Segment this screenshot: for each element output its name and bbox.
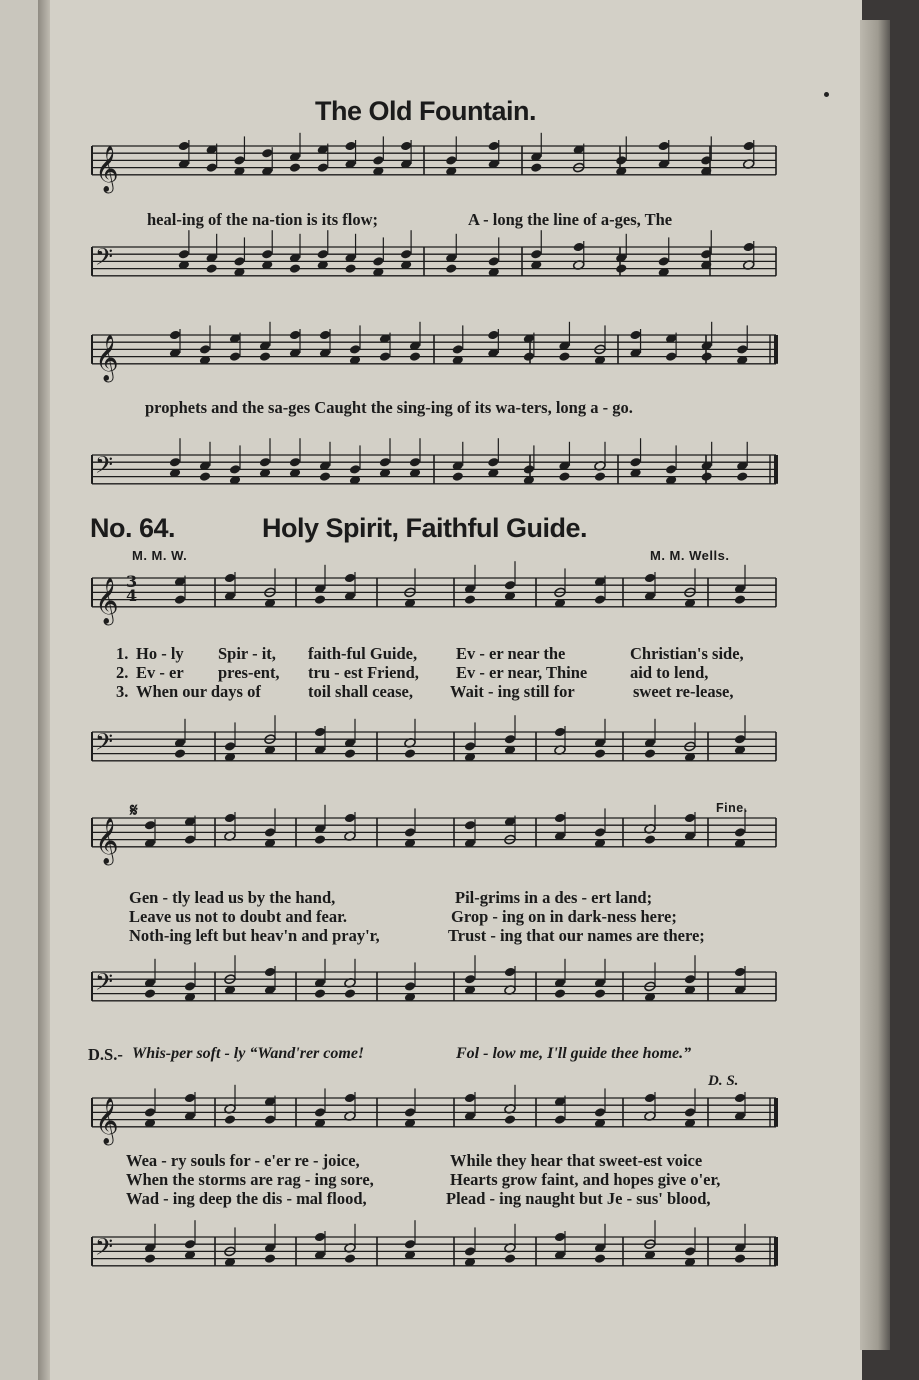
svg-text:𝄢: 𝄢 xyxy=(95,968,114,1001)
prev-lyric-line1-a: heal-ing of the na-tion is its flow; xyxy=(147,210,378,229)
verse2-word: Ev - er near, Thine xyxy=(456,663,588,682)
svg-text:3: 3 xyxy=(126,572,138,591)
verse2-word: pres-ent, xyxy=(218,663,280,682)
verse1-word: Spir - it, xyxy=(218,644,276,663)
verse2-line3-b: Hearts grow faint, and hopes give o'er, xyxy=(450,1170,721,1189)
verse3-number: 3. xyxy=(116,682,129,701)
verse3-word: sweet re-lease, xyxy=(633,682,734,701)
verse1-word: faith-ful Guide, xyxy=(308,644,418,663)
prev-hymn-title: The Old Fountain. xyxy=(315,96,536,126)
svg-text:𝄞: 𝄞 xyxy=(95,1097,119,1144)
fine-marking: Fine. xyxy=(716,801,748,815)
ds-marking: D. S. xyxy=(708,1073,739,1089)
verse2-line2-b: Grop - ing on in dark-ness here; xyxy=(451,907,677,926)
ds-prefix: D.S.- xyxy=(88,1045,123,1064)
prev-lyric-line1-b: A - long the line of a-ges, The xyxy=(468,210,673,229)
ds-lyric-a: Whis-per soft - ly “Wand'rer come! xyxy=(132,1045,365,1062)
verse2-word: tru - est Friend, xyxy=(308,663,419,682)
verse1-word: Ev - er near the xyxy=(456,644,566,663)
verse2-line3-a: When the storms are rag - ing sore, xyxy=(126,1170,374,1189)
svg-text:𝄢: 𝄢 xyxy=(95,728,114,761)
verse1-line2-a: Gen - tly lead us by the hand, xyxy=(129,888,336,907)
segno-sign: 𝄋 xyxy=(130,800,138,820)
verse3-line2-a: Noth-ing left but heav'n and pray'r, xyxy=(129,926,380,945)
music-author: M. M. Wells. xyxy=(650,548,730,563)
verse2-word: aid to lend, xyxy=(630,663,709,682)
verse1-number: 1. xyxy=(116,644,129,663)
svg-text:𝄞: 𝄞 xyxy=(95,145,119,192)
prev-lyric-line2: prophets and the sa-ges Caught the sing-ing of its wa-ters, long a - go. xyxy=(145,398,633,417)
hymn-title: Holy Spirit, Faithful Guide. xyxy=(262,513,588,543)
svg-text:𝄞: 𝄞 xyxy=(95,817,119,864)
verse1-line2-b: Pil-grims in a des - ert land; xyxy=(455,888,653,907)
verse3-line3-a: Wad - ing deep the dis - mal flood, xyxy=(126,1189,367,1208)
words-author: M. M. W. xyxy=(132,548,188,563)
svg-text:𝄢: 𝄢 xyxy=(95,1233,114,1266)
verse1-word: Ho - ly xyxy=(136,644,184,663)
svg-text:𝄢: 𝄢 xyxy=(95,243,114,276)
svg-text:𝄞: 𝄞 xyxy=(95,334,119,381)
ds-lyric-b: Fol - low me, I'll guide thee home.” xyxy=(456,1045,692,1062)
svg-text:4: 4 xyxy=(126,586,138,605)
verse3-word: Wait - ing still for xyxy=(450,682,575,701)
verse3-line2-b: Trust - ing that our names are there; xyxy=(448,926,705,945)
verse3-word: When our days of xyxy=(136,682,261,701)
svg-text:𝄢: 𝄢 xyxy=(95,451,114,484)
verse1-line3-b: While they hear that sweet-est voice xyxy=(450,1151,703,1170)
verse2-line2-a: Leave us not to doubt and fear. xyxy=(129,907,348,926)
verse2-number: 2. xyxy=(116,663,129,682)
hymn-number: No. 64. xyxy=(90,513,176,543)
svg-text:𝄞: 𝄞 xyxy=(95,577,119,624)
verse2-word: Ev - er xyxy=(136,663,184,682)
verse3-line3-b: Plead - ing naught but Je - sus' blood, xyxy=(446,1189,711,1208)
verse1-line3-a: Wea - ry souls for - e'er re - joice, xyxy=(126,1151,360,1170)
verse1-word: Christian's side, xyxy=(630,644,744,663)
verse3-word: toil shall cease, xyxy=(308,682,413,701)
